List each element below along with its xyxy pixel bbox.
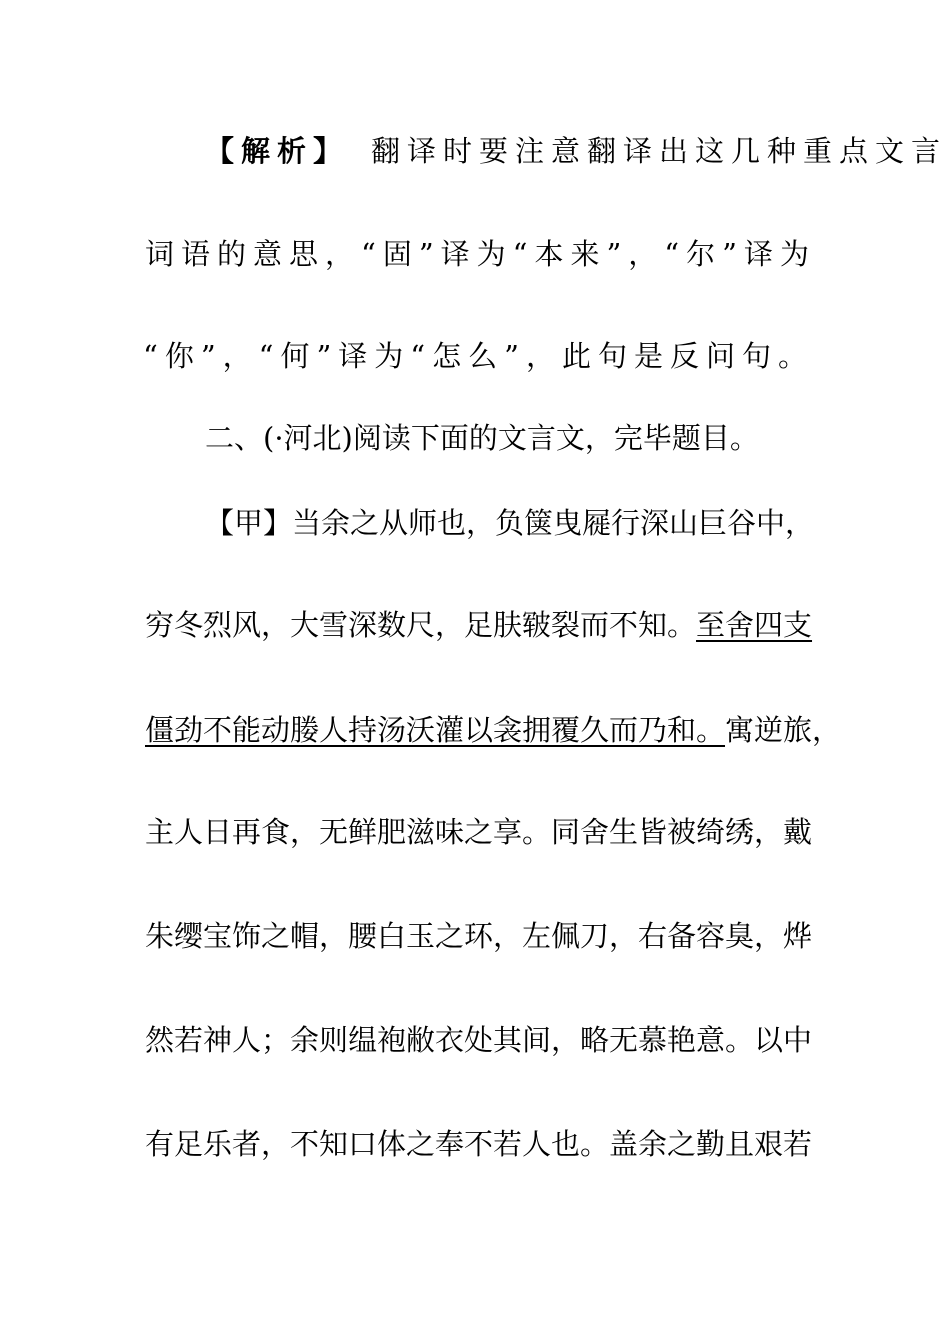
passage-line-3	[145, 712, 841, 748]
passage-line-6: 然若神人；余则缊袍敝衣处其间，略无慕艳意。以中	[145, 1023, 813, 1057]
passage-line-2-plain: 穷冬烈风，大雪深数尺，足肤皲裂而不知。	[145, 608, 697, 642]
passage-line-4: 主人日再食，无鲜肥滋味之享。同舍生皆被绮绣，戴	[145, 815, 813, 849]
passage-line-1: 【甲】当余之从师也，负箧曳屣行深山巨谷中，	[205, 506, 815, 540]
section-heading: 二、(·河北)阅读下面的文言文，完毕题目。	[205, 421, 759, 455]
passage-line-2-underlined: 至舍四支	[696, 608, 813, 642]
analysis-text-1: 翻译时要注意翻译出这几种重点文言	[371, 134, 948, 168]
analysis-label: 【解析】	[205, 134, 350, 168]
analysis-line-1	[205, 133, 947, 169]
analysis-line-3: “你”，“何”译为“怎么”，此句是反问句。	[143, 339, 814, 373]
passage-line-2	[145, 607, 812, 643]
passage-line-3-plain: 寓逆旅，	[725, 713, 842, 747]
passage-line-7: 有足乐者，不知口体之奉不若人也。盖余之勤且艰若	[145, 1127, 813, 1161]
analysis-line-2: 词语的意思，“固”译为“本来”，“尔”译为	[145, 237, 816, 271]
passage-line-5: 朱缨宝饰之帽，腰白玉之环，左佩刀，右备容臭，烨	[145, 919, 813, 953]
passage-line-3-underlined: 僵劲不能动媵人持汤沃灌以衾拥覆久而乃和。	[145, 713, 726, 747]
